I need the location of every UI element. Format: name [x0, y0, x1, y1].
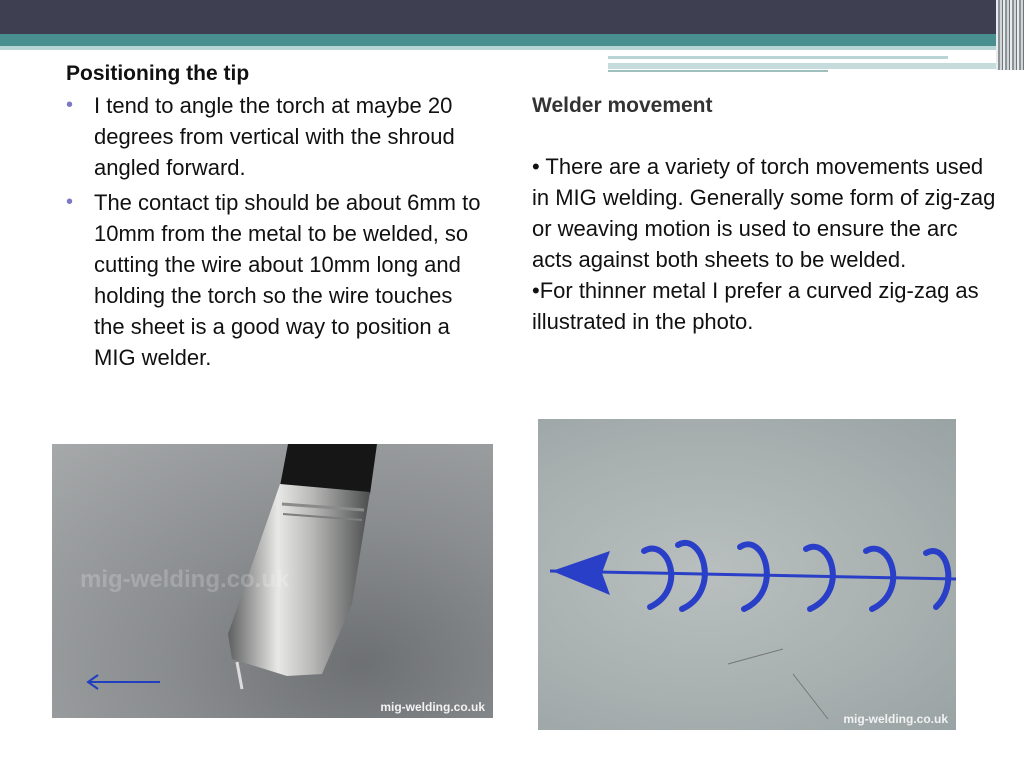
weld-pattern-photo — [538, 419, 956, 730]
right-text-block — [532, 90, 1002, 337]
decor-rule — [608, 63, 1000, 69]
decor-rule — [608, 70, 828, 72]
list-item — [66, 90, 486, 183]
faint-watermark: mig-welding.co.uk — [80, 566, 290, 593]
list-item — [66, 187, 486, 373]
bullet-text: I tend to angle the torch at maybe 20 degrees from vertical with the shroud angled forward. — [94, 93, 455, 180]
left-text-block — [66, 60, 486, 377]
left-heading: Positioning the tip — [66, 62, 250, 85]
left-bullet-list — [66, 90, 486, 373]
top-bar — [0, 0, 1024, 34]
teal-band-light — [0, 46, 1000, 50]
right-heading: Welder movement — [532, 94, 713, 117]
surface-scratch — [728, 649, 783, 664]
bullet-icon: • — [66, 94, 74, 116]
zigzag-illustration — [538, 419, 956, 730]
welding-wire — [237, 662, 242, 689]
torch-photo — [52, 444, 493, 718]
right-paragraph: • There are a variety of torch movements used in MIG welding. Generally some form of zig-zag or weaving motion is used to ensure the arc acts against both sheets to be welded. — [532, 154, 996, 272]
surface-scratch — [793, 674, 828, 719]
bullet-icon: • — [66, 191, 74, 213]
bullet-text: The contact tip should be about 6mm to 10mm from the metal to be welded, so cutting the wire about 10mm long and holding the torch so the wire touches the sheet is a good way to position a MIG welder. — [94, 190, 481, 370]
decor-rule — [608, 56, 948, 59]
photo-watermark: mig-welding.co.uk — [843, 712, 948, 726]
teal-band — [0, 34, 1000, 46]
right-paragraph: •For thinner metal I prefer a curved zig-zag as illustrated in the photo. — [532, 278, 979, 334]
photo-watermark: mig-welding.co.uk — [380, 700, 485, 714]
corner-stripes — [996, 0, 1024, 70]
arrow-head-icon — [552, 551, 610, 595]
